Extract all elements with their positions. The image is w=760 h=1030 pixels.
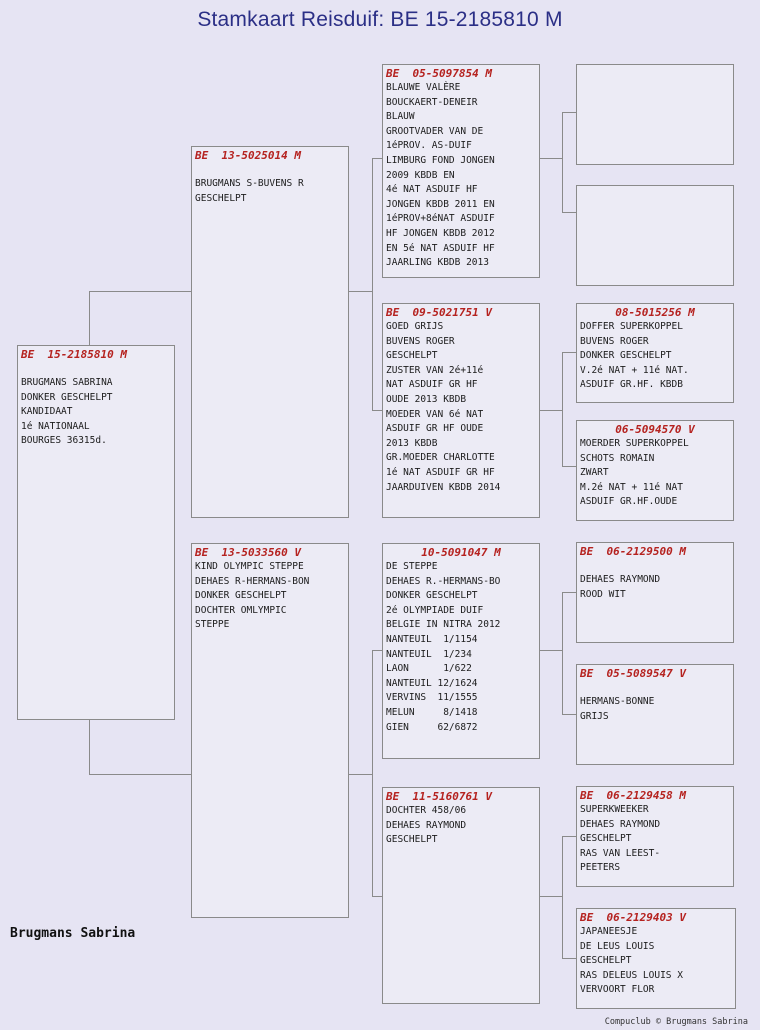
connector-line: [89, 291, 90, 346]
ring-number: 10-5091047 M: [421, 546, 501, 559]
detail-line: KANDIDAAT: [21, 406, 73, 418]
detail-line: GRIJS: [580, 710, 609, 722]
detail-line: DEHAES RAYMOND: [580, 818, 661, 830]
connector-line: [562, 592, 577, 593]
pigeon-card-sire-sire-dam: [576, 185, 734, 286]
pigeon-card-dam-dam-dam: [576, 908, 736, 1009]
detail-line: DEHAES RAYMOND: [386, 819, 467, 831]
detail-line: DONKER GESCHELPT: [580, 350, 672, 362]
ring-number: BE 06-2129458 M: [580, 789, 686, 802]
detail-line: OUDE 2013 KBDB: [386, 393, 467, 405]
connector-line: [562, 112, 577, 113]
detail-line: DE LEUS LOUIS: [580, 940, 655, 952]
detail-line: ASDUIF GR.HF.OUDE: [580, 496, 678, 508]
pigeon-card-sire-dam: [382, 303, 540, 518]
page-title: Stamkaart Reisduif: BE 15-2185810 M: [197, 8, 563, 31]
detail-line: NANTEUIL 1/1154: [386, 633, 478, 645]
detail-line: MOEDER VAN 6é NAT: [386, 408, 484, 420]
detail-line: KIND OLYMPIC STEPPE: [195, 561, 304, 572]
ring-number: BE 15-2185810 M: [21, 348, 127, 361]
detail-line: PEETERS: [580, 862, 621, 874]
detail-line: DE STEPPE: [386, 561, 438, 572]
pigeon-details: [195, 560, 345, 633]
detail-line: DEHAES RAYMOND: [580, 574, 661, 585]
detail-line: ASDUIF GR.HF. KBDB: [580, 379, 683, 391]
pigeon-card-sire-dam-dam: [576, 420, 734, 521]
connector-line: [562, 836, 563, 958]
pigeon-card-sire-sire-sire: [576, 64, 734, 165]
connector-line: [540, 896, 562, 897]
pigeon-card-sire-dam-sire: [576, 303, 734, 403]
detail-line: JONGEN KBDB 2011 EN: [386, 198, 495, 210]
detail-line: BUVENS ROGER: [386, 335, 455, 347]
ring-number: BE 05-5097854 M: [386, 67, 492, 80]
detail-line: SUPERKWEEKER: [580, 804, 649, 815]
detail-line: DOCHTER OMLYMPIC: [195, 604, 287, 616]
pigeon-card-dam-dam-sire: [576, 786, 734, 887]
detail-line: GESCHELPT: [386, 350, 438, 362]
detail-line: V.2é NAT + 11é NAT.: [580, 364, 689, 376]
pigeon-card-dam-sire-dam: [576, 664, 734, 765]
connector-line: [89, 720, 90, 774]
detail-line: GROOTVADER VAN DE: [386, 125, 484, 137]
pigeon-card-sire: [191, 146, 349, 518]
detail-line: STEPPE: [195, 619, 230, 631]
connector-line: [562, 352, 563, 466]
detail-line: DOCHTER 458/06: [386, 805, 467, 816]
footer-credit: Compuclub © Brugmans Sabrina: [604, 1017, 748, 1027]
detail-line: ASDUIF GR HF OUDE: [386, 423, 484, 435]
detail-line: RAS DELEUS LOUIS X: [580, 969, 683, 981]
connector-line: [562, 466, 577, 467]
detail-line: ZUSTER VAN 2é+11é: [386, 364, 484, 376]
detail-line: GOED GRIJS: [386, 321, 444, 332]
pigeon-details: [386, 560, 536, 735]
detail-line: BOUCKAERT-DENEIR: [386, 96, 478, 108]
detail-line: BRUGMANS SABRINA: [21, 377, 113, 388]
detail-line: 1éPROV+8éNAT ASDUIF: [386, 213, 495, 225]
detail-line: GIEN 62/6872: [386, 721, 478, 733]
pigeon-details: [580, 320, 730, 393]
pigeon-details: [580, 803, 730, 876]
detail-line: VERVINS 11/1555: [386, 692, 478, 704]
detail-line: ROOD WIT: [580, 588, 626, 600]
detail-line: BLAUWE VALÈRE: [386, 82, 461, 93]
detail-line: NANTEUIL 1/234: [386, 648, 472, 660]
detail-line: GESCHELPT: [386, 834, 438, 846]
detail-line: JAPANEESJE: [580, 926, 638, 937]
connector-line: [540, 158, 562, 159]
pigeon-details: [580, 573, 730, 602]
owner-name: Brugmans Sabrina: [10, 926, 136, 941]
connector-line: [562, 592, 563, 714]
detail-line: BUVENS ROGER: [580, 335, 649, 347]
connector-line: [540, 410, 562, 411]
connector-line: [562, 352, 577, 353]
pigeon-details: [21, 376, 171, 449]
connector-line: [562, 714, 577, 715]
detail-line: JAARDUIVEN KBDB 2014: [386, 481, 501, 493]
detail-line: RAS VAN LEEST-: [580, 847, 661, 859]
pigeon-details: [580, 695, 730, 724]
ring-number: BE 06-2129403 V: [580, 911, 686, 924]
detail-line: BLAUW: [386, 111, 415, 123]
detail-line: 1éPROV. AS-DUIF: [386, 140, 472, 152]
detail-line: ZWART: [580, 467, 609, 479]
detail-line: 1é NAT ASDUIF GR HF: [386, 466, 495, 478]
detail-line: GESCHELPT: [195, 192, 247, 204]
pigeon-details: [580, 437, 730, 510]
pigeon-details: [386, 81, 536, 271]
ring-number: 06-5094570 V: [615, 423, 695, 436]
ring-number: BE 13-5025014 M: [195, 149, 301, 162]
detail-line: HERMANS-BONNE: [580, 696, 655, 707]
detail-line: DONKER GESCHELPT: [21, 391, 113, 403]
pigeon-details: [195, 177, 345, 206]
connector-line: [562, 112, 563, 212]
connector-line: [349, 774, 372, 775]
detail-line: DONKER GESCHELPT: [386, 590, 478, 602]
detail-line: BELGIE IN NITRA 2012: [386, 619, 501, 631]
detail-line: GR.MOEDER CHARLOTTE: [386, 452, 495, 464]
pigeon-card-dam-sire-sire: [576, 542, 734, 643]
pigeon-details: [580, 925, 732, 998]
pigeon-card-subject: [17, 345, 175, 720]
connector-line: [349, 291, 372, 292]
connector-line: [540, 650, 562, 651]
detail-line: 2é OLYMPIADE DUIF: [386, 604, 484, 616]
ring-number: BE 05-5089547 V: [580, 667, 686, 680]
ring-number: BE 13-5033560 V: [195, 546, 301, 559]
pigeon-card-dam: [191, 543, 349, 918]
connector-line: [89, 774, 192, 775]
detail-line: 2013 KBDB: [386, 437, 438, 449]
detail-line: DONKER GESCHELPT: [195, 590, 287, 602]
pigeon-details: [386, 804, 536, 848]
detail-line: LIMBURG FOND JONGEN: [386, 154, 495, 166]
detail-line: NAT ASDUIF GR HF: [386, 379, 478, 391]
detail-line: LAON 1/622: [386, 663, 472, 675]
detail-line: M.2é NAT + 11é NAT: [580, 481, 683, 493]
ring-number: BE 06-2129500 M: [580, 545, 686, 558]
detail-line: DEHAES R-HERMANS-BON: [195, 575, 310, 587]
connector-line: [562, 212, 577, 213]
ring-number: 08-5015256 M: [615, 306, 695, 319]
detail-line: SCHOTS ROMAIN: [580, 452, 655, 464]
ring-number: BE 11-5160761 V: [386, 790, 492, 803]
detail-line: 1é NATIONAAL: [21, 420, 90, 432]
pigeon-card-sire-sire: [382, 64, 540, 278]
detail-line: BRUGMANS S-BUVENS R: [195, 178, 304, 189]
detail-line: GESCHELPT: [580, 833, 632, 845]
connector-line: [372, 650, 373, 896]
detail-line: 2009 KBDB EN: [386, 169, 455, 181]
detail-line: EN 5é NAT ASDUIF HF: [386, 242, 495, 254]
detail-line: DOFFER SUPERKOPPEL: [580, 321, 683, 332]
pigeon-card-dam-sire: [382, 543, 540, 759]
detail-line: HF JONGEN KBDB 2012: [386, 227, 495, 239]
detail-line: BOURGES 36315d.: [21, 435, 107, 447]
connector-line: [89, 291, 192, 292]
connector-line: [372, 158, 373, 410]
detail-line: GESCHELPT: [580, 955, 632, 967]
connector-line: [562, 958, 577, 959]
detail-line: VERVOORT FLOR: [580, 984, 655, 996]
detail-line: JAARLING KBDB 2013: [386, 257, 489, 269]
detail-line: DEHAES R.-HERMANS-BO: [386, 575, 501, 587]
pigeon-card-dam-dam: [382, 787, 540, 1004]
detail-line: MELUN 8/1418: [386, 706, 478, 718]
detail-line: 4é NAT ASDUIF HF: [386, 184, 478, 196]
connector-line: [562, 836, 577, 837]
detail-line: MOERDER SUPERKOPPEL: [580, 438, 689, 449]
pigeon-details: [386, 320, 536, 495]
detail-line: NANTEUIL 12/1624: [386, 677, 478, 689]
ring-number: BE 09-5021751 V: [386, 306, 492, 319]
